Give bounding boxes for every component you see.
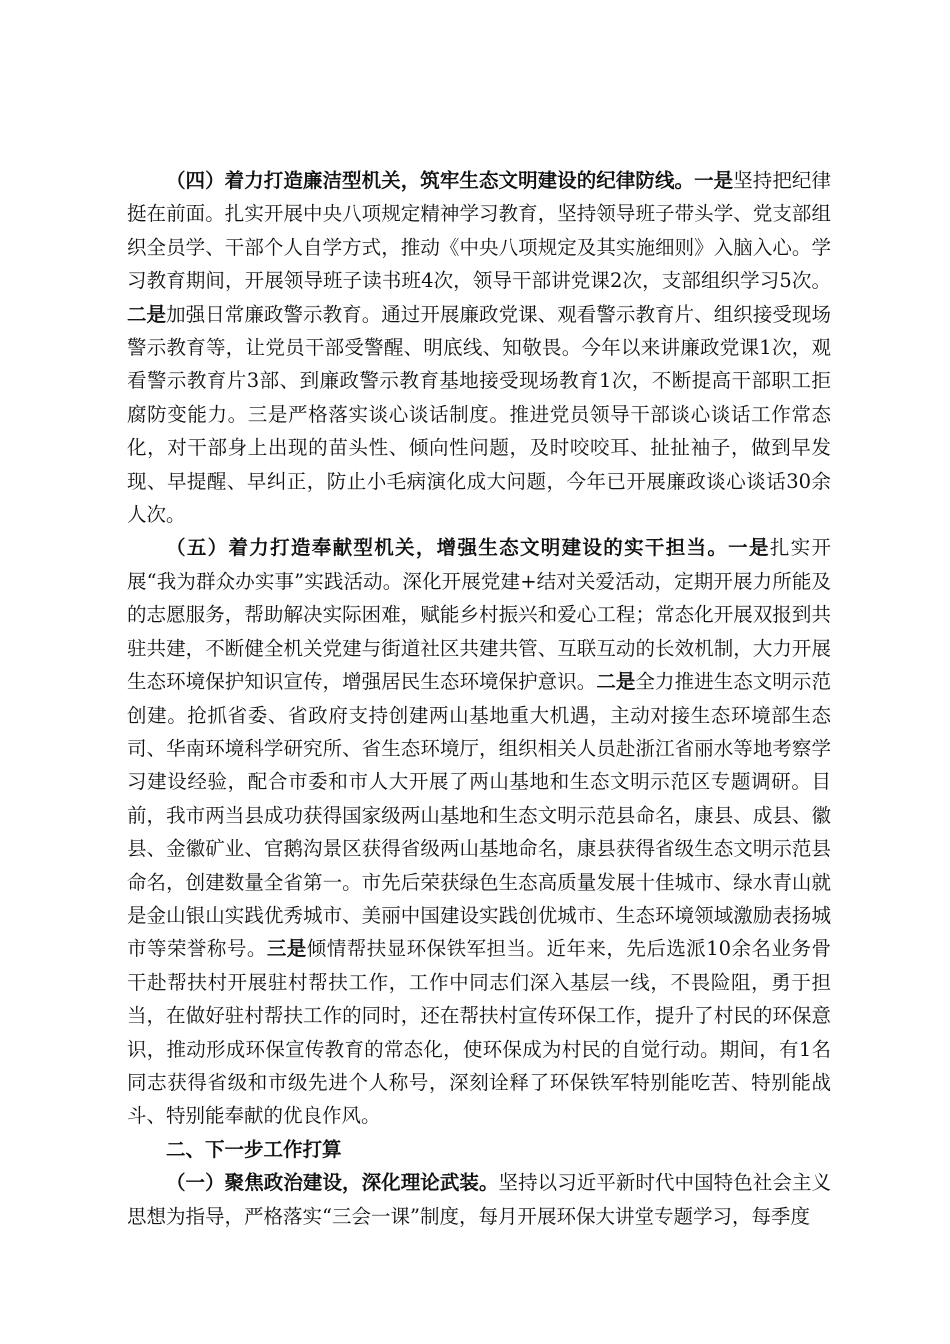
document-body <box>127 164 831 1233</box>
part-2-heading: 二、下一步工作打算 <box>166 1137 342 1161</box>
section-5-title: （五）着力打造奉献型机关，增强生态文明建设的实干担当。 <box>166 536 729 560</box>
section-4-title: （四）着力打造廉洁型机关，筑牢生态文明建设的纪律防线。 <box>166 169 695 192</box>
paragraph-section-4 <box>127 164 831 531</box>
section-5-text-2: 全力推进生态文明示范创建。抢抓省委、省政府支持创建两山基地重大机遇，主动对接生态环境部生态司、华南环境科学研究所、省生态环境厅，组织相关人员赴浙江省丽水等地考察学习建设经验，配合市委和市人大开展了两山基地和生态文明示范区专题调研。目前，我市两当县成功获得国家级两山基地和生态文明示范县命名，康县、成县、徽县、金徽矿业、官鹅沟景区获得省级两山基地命名，康县获得省级生态文明示范县命名，创建数量全省第一。市先后荣获绿色生态高质量发展十佳城市、绿水青山就是金山银山实践优秀城市、美丽中国建设实践创优城市、生态环境领域激励表扬城市等荣誉称号。 <box>127 670 831 961</box>
section-5-text-3: 倾情帮扶显环保铁军担当。近年来，先后选派10余名业务骨干赴帮扶村开展驻村帮扶工作，工作中同志们深入基层一线，不畏险阻，勇于担当，在做好驻村帮扶工作的同时，还在帮扶村宣传环保工作，提升了村民的环保意识，推动形成环保宣传教育的常态化，使环保成为村民的自觉行动。期间，有1名同志获得省级和市级先进个人称号，深刻诠释了环保铁军特别能吃苦、特别能战斗、特别能奉献的优良作风。 <box>127 937 831 1128</box>
paragraph-section-5 <box>127 531 831 1132</box>
next-1-title: （一）聚焦政治建设，深化理论武装。 <box>166 1171 499 1195</box>
section-5-lead-2: 二是 <box>596 670 636 694</box>
section-5-lead-3: 三是 <box>266 937 307 961</box>
section-5-lead-1: 一是 <box>728 536 770 560</box>
section-5-text-1: 扎实开展“我为群众办实事”实践活动。深化开展党建+结对关爱活动，定期开展力所能及的志愿服务，帮助解决实际困难，赋能乡村振兴和爱心工程；常态化开展双报到共驻共建，不断健全机关党建与街道社区共建共管、互联互动的长效机制，大力开展生态环境保护知识宣传，增强居民生态环境保护意识。 <box>127 536 831 694</box>
next-1-text: 坚持以习近平新时代中国特色社会主义思想为指导，严格落实“三会一课”制度，每月开展环保大讲堂专题学习，每季度 <box>127 1171 831 1228</box>
section-4-text-2: 加强日常廉政警示教育。通过开展廉政党课、观看警示教育片、组织接受现场警示教育等，让党员干部受警醒、明底线、知敬畏。今年以来讲廉政党课1次，观看警示教育片3部、到廉政警示教育基地接受现场教育1次，不断提高干部职工拒腐防变能力。三是严格落实谈心谈话制度。推进党员领导干部谈心谈话工作常态化，对干部身上出现的苗头性、倾向性问题，及时咬咬耳、扯扯袖子，做到早发现、早提醒、早纠正，防止小毛病演化成大问题，今年已开展廉政谈心谈话30余人次。 <box>127 302 831 527</box>
paragraph-next-1 <box>127 1166 831 1233</box>
section-4-lead-1: 一是 <box>694 169 734 192</box>
section-4-lead-2: 二是 <box>127 302 167 326</box>
section-4-text-1: 坚持把纪律挺在前面。扎实开展中央八项规定精神学习教育，坚持领导班子带头学、党支部组织全员学、干部个人自学方式，推动《中央八项规定及其实施细则》入脑入心。学习教育期间，开展领导班子读书班4次，领导干部讲党课2次，支部组织学习5次。 <box>127 169 831 293</box>
